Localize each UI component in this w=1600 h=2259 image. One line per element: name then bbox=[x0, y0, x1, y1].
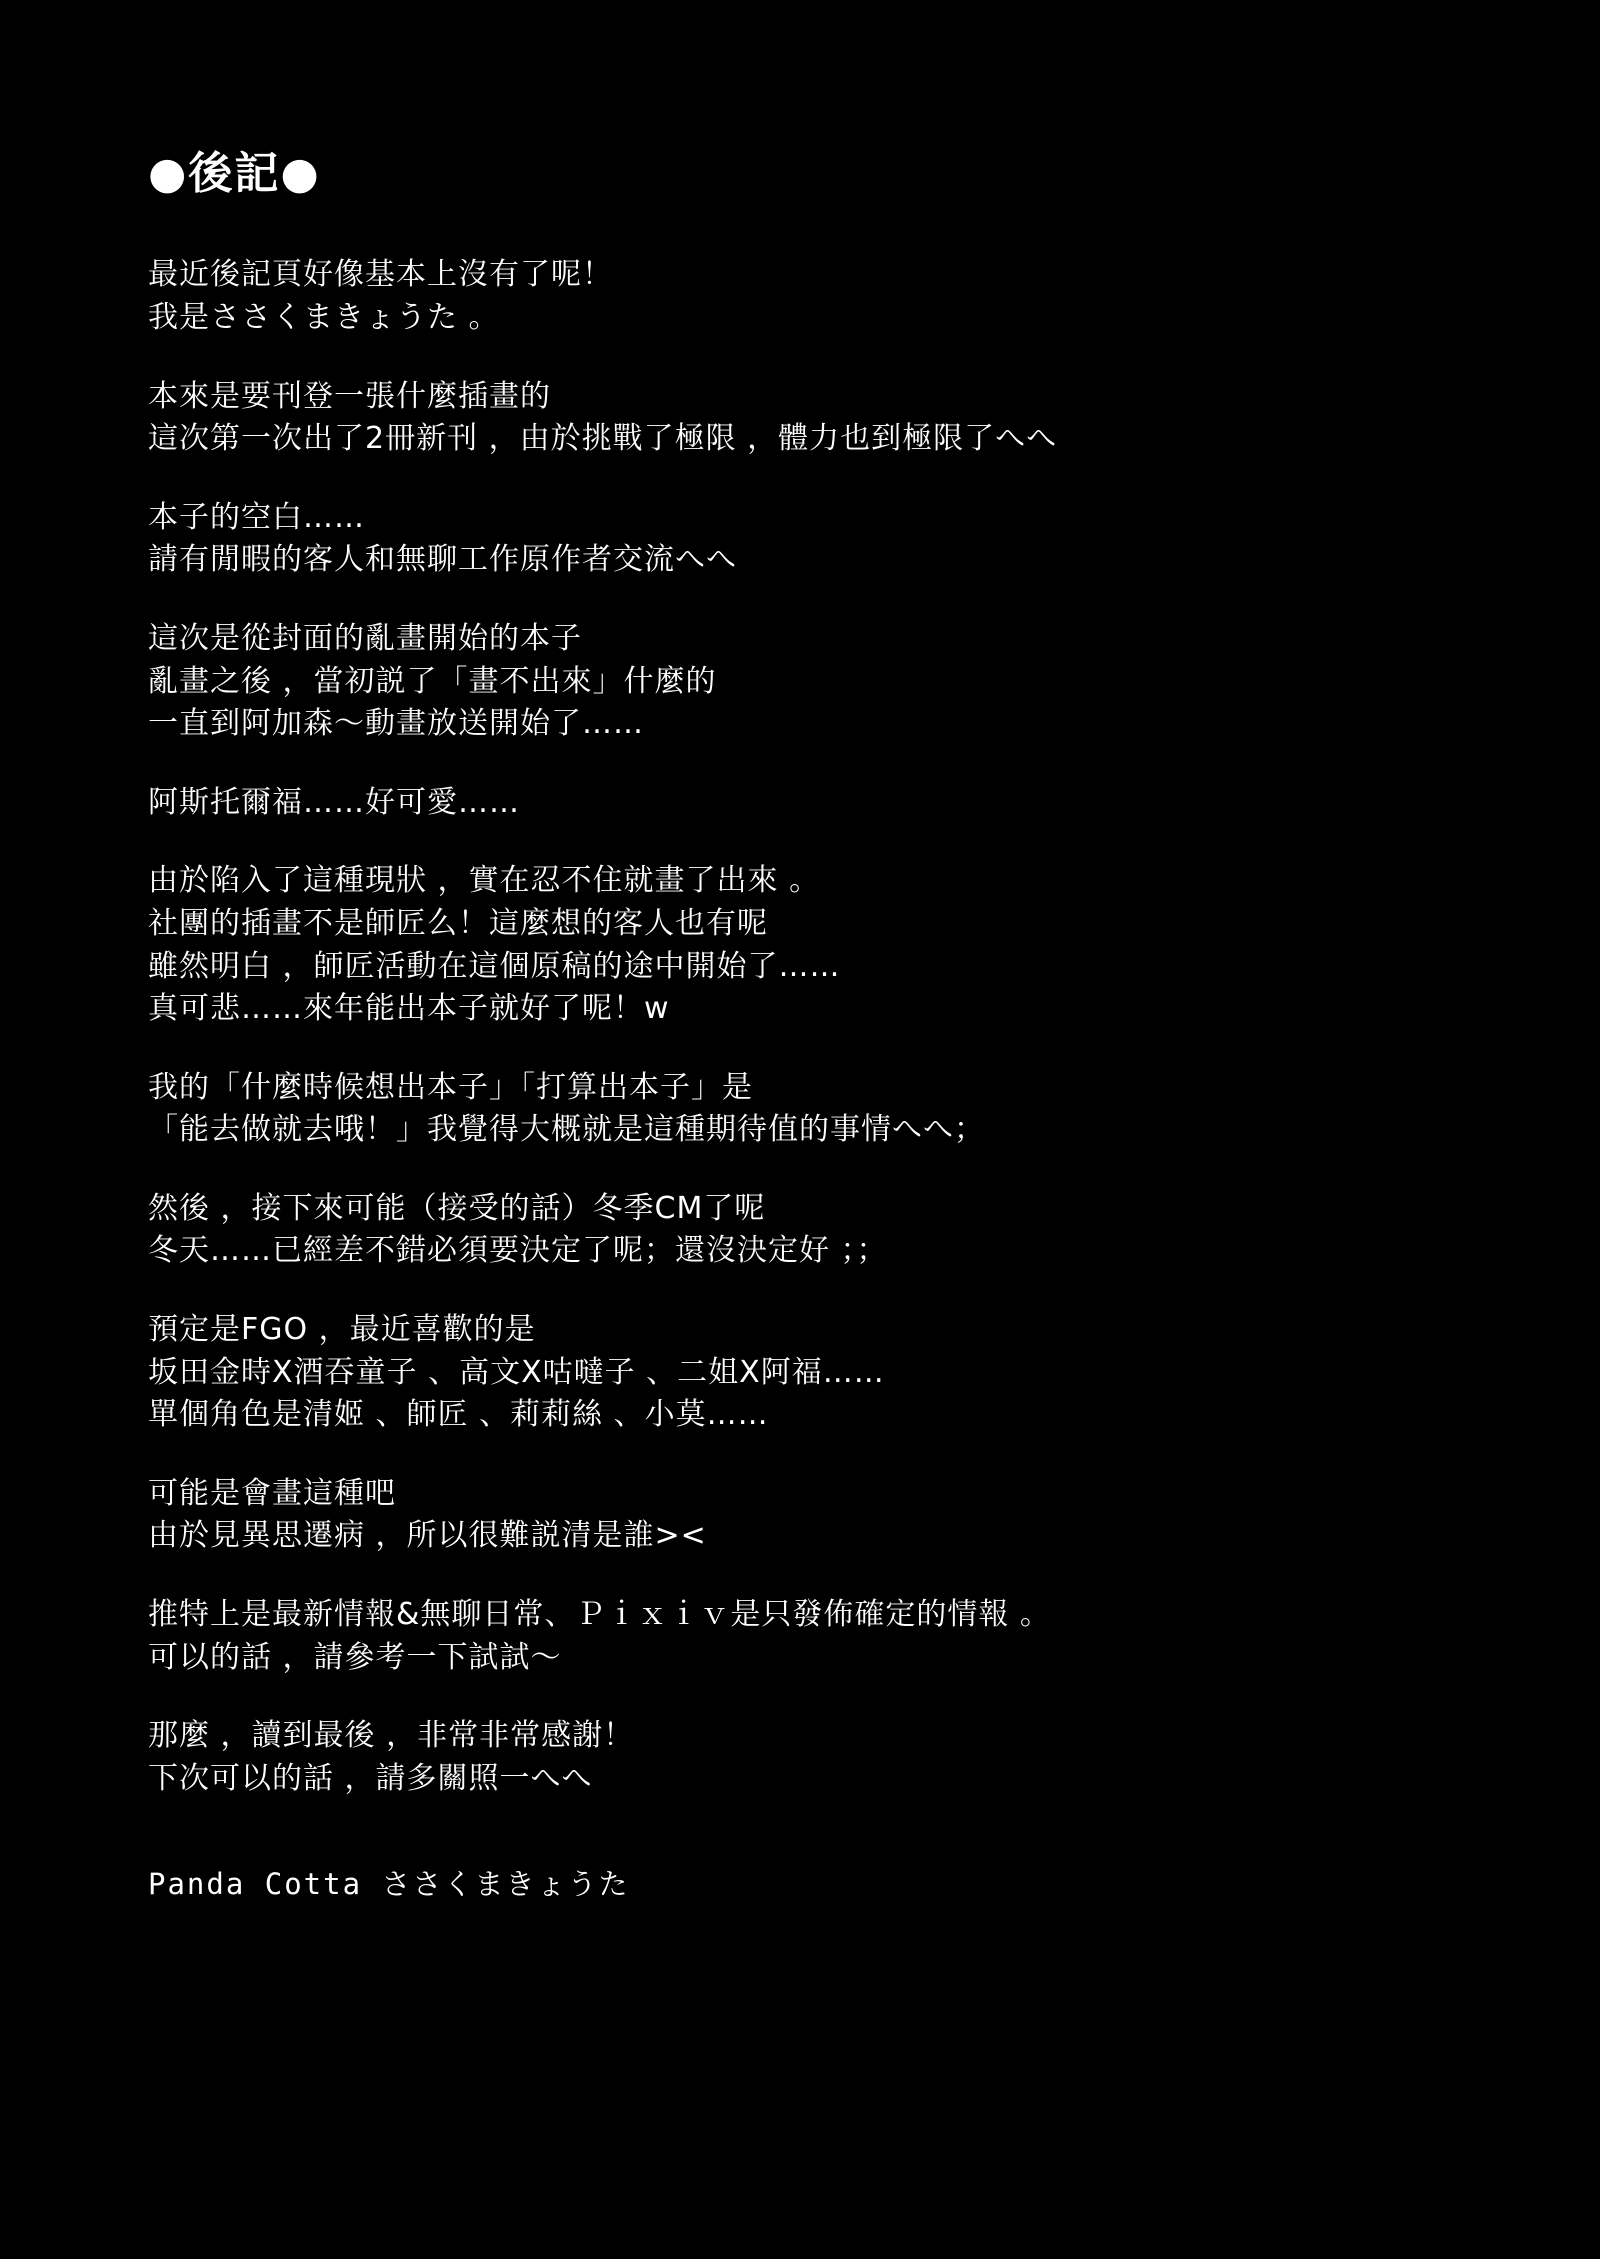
paragraph-2 bbox=[148, 376, 1448, 461]
paragraph-line: 單個角色是清姬 、師匠 、莉莉絲 、小莫…… bbox=[148, 1397, 769, 1433]
paragraph-line: 我的「什麼時候想出本子」「打算出本子」是 bbox=[148, 1069, 753, 1105]
afterword-body bbox=[148, 254, 1448, 1800]
author-signature: Panda Cotta ささくまきょうた bbox=[148, 1867, 630, 1902]
paragraph-line: 「能去做就去哦！」我覺得大概就是這種期待值的事情へへ； bbox=[148, 1112, 985, 1148]
paragraph-line: 可能是會畫這種吧 bbox=[148, 1475, 396, 1511]
paragraph-8 bbox=[148, 1188, 1448, 1273]
paragraph-line: 預定是FGO ，最近喜歡的是 bbox=[148, 1312, 536, 1348]
page-title: ●後記● bbox=[148, 148, 321, 199]
paragraph-line: 推特上是最新情報&無聊日常、Ｐｉｘｉｖ是只發佈確定的情報 。 bbox=[148, 1597, 1051, 1633]
paragraph-line: 冬天……已經差不錯必須要決定了呢；還沒決定好 ；； bbox=[148, 1233, 888, 1269]
paragraph-line: 阿斯托爾福……好可愛…… bbox=[148, 784, 520, 820]
paragraph-line: 真可悲……來年能出本子就好了呢！w bbox=[148, 991, 670, 1027]
paragraph-line: 然後 ，接下來可能（接受的話）冬季CM了呢 bbox=[148, 1190, 766, 1226]
paragraph-line: 下次可以的話 ，請多關照一へへ bbox=[148, 1760, 593, 1796]
paragraph-line: 坂田金時X酒吞童子 、高文X咕噠子 、二姐X阿福…… bbox=[148, 1354, 885, 1390]
paragraph-line: 亂畫之後 ，當初説了「畫不出來」什麼的 bbox=[148, 663, 717, 699]
paragraph-line: 我是ささくまきょうた 。 bbox=[148, 299, 500, 335]
paragraph-9 bbox=[148, 1309, 1448, 1437]
paragraph-11 bbox=[148, 1594, 1448, 1679]
paragraph-line: 由於陷入了這種現狀 ，實在忍不住就畫了出來 。 bbox=[148, 863, 821, 899]
paragraph-line: 最近後記頁好像基本上沒有了呢！ bbox=[148, 257, 613, 293]
paragraph-12 bbox=[148, 1715, 1448, 1800]
paragraph-line: 這次是從封面的亂畫開始的本子 bbox=[148, 620, 582, 656]
paragraph-line: 一直到阿加森〜動畫放送開始了…… bbox=[148, 706, 644, 742]
paragraph-1 bbox=[148, 254, 1448, 339]
paragraph-4 bbox=[148, 618, 1448, 746]
paragraph-line: 這次第一次出了2冊新刊 ，由於挑戰了極限 ，體力也到極限了へへ bbox=[148, 421, 1058, 457]
paragraph-3 bbox=[148, 497, 1448, 582]
paragraph-line: 社團的插畫不是師匠么！這麼想的客人也有呢 bbox=[148, 905, 768, 941]
paragraph-7 bbox=[148, 1067, 1448, 1152]
paragraph-line: 那麼 ，讀到最後 ，非常非常感謝！ bbox=[148, 1718, 635, 1754]
paragraph-line: 請有閒暇的客人和無聊工作原作者交流へへ bbox=[148, 542, 737, 578]
paragraph-5 bbox=[148, 782, 1448, 825]
paragraph-line: 可以的話 ，請參考一下試試〜 bbox=[148, 1639, 562, 1675]
paragraph-line: 本來是要刊登一張什麼插畫的 bbox=[148, 378, 551, 414]
paragraph-10 bbox=[148, 1473, 1448, 1558]
paragraph-line: 由於見異思遷病 ，所以很難説清是誰>< bbox=[148, 1518, 707, 1554]
paragraph-6 bbox=[148, 860, 1448, 1030]
paragraph-line: 雖然明白 ，師匠活動在這個原稿的途中開始了…… bbox=[148, 948, 841, 984]
paragraph-line: 本子的空白…… bbox=[148, 499, 365, 535]
